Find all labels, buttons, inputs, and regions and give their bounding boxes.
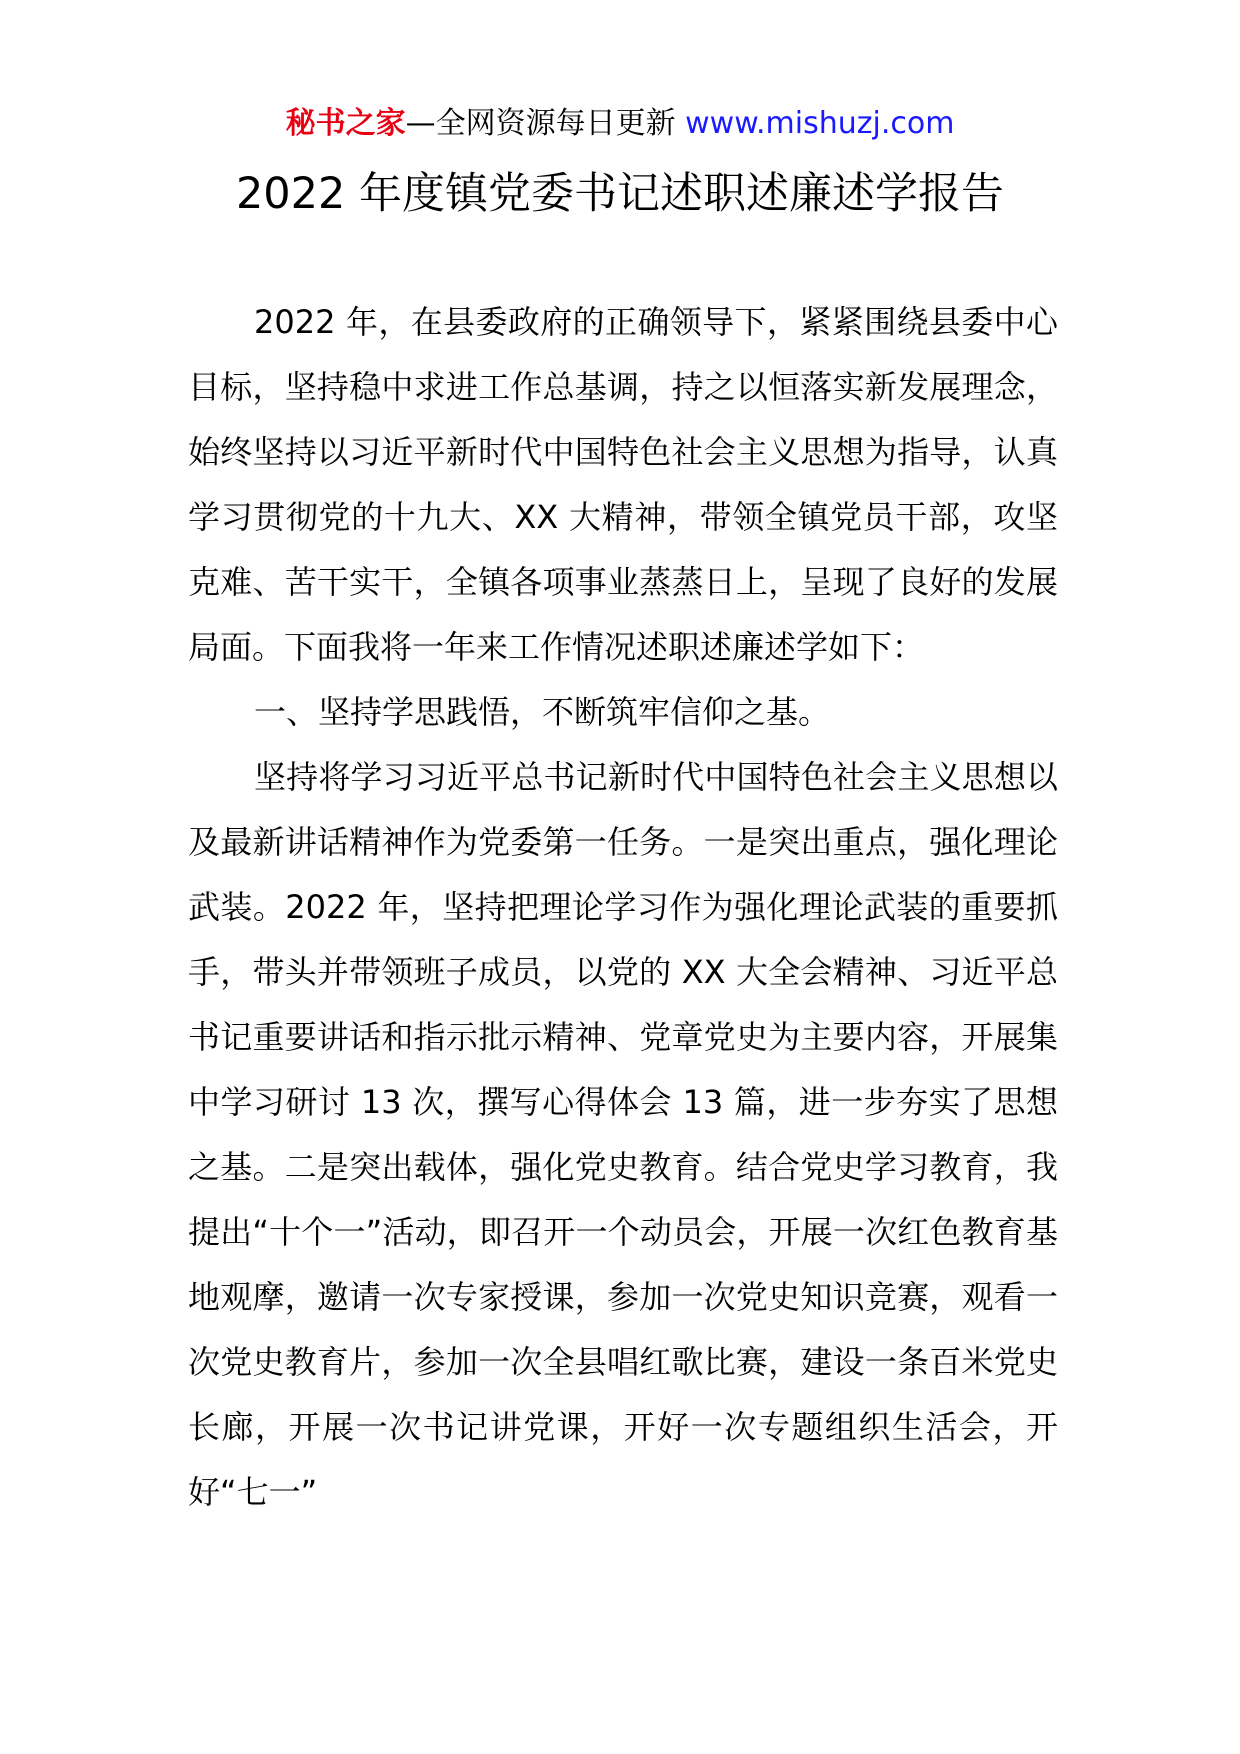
site-header (0, 100, 1240, 148)
paragraph-section-1: 坚持将学习习近平总书记新时代中国特色社会主义思想以及最新讲话精神作为党委第一任务。一是突出重点，强化理论武装。2022 年，坚持把理论学习作为强化理论武装的重要抓手，带头并带领班子成员，以党的 XX 大全会精神、习近平总书记重要讲话和指示批示精神、党章党史为主要内容，开展集中学习研讨 13 次，撰写心得体会 13 篇，进一步夯实了思想之基。二是突出载体，强化党史教育。结合党史学习教育，我提出“十个一”活动，即召开一个动员会，开展一次红色教育基地观摩，邀请一次专家授课，参加一次党史知识竞赛，观看一次党史教育片，参加一次全县唱红歌比赛，建设一条百米党史长廊，开展一次书记讲党课，开好一次专题组织生活会，开好“七一” (188, 758, 1058, 1511)
paragraph-intro: 2022 年，在县委政府的正确领导下，紧紧围绕县委中心目标，坚持稳中求进工作总基调，持之以恒落实新发展理念，始终坚持以习近平新时代中国特色社会主义思想为指导，认真学习贯彻党的十九大、XX 大精神，带领全镇党员干部，攻坚克难、苦干实干，全镇各项事业蒸蒸日上，呈现了良好的发展局面。下面我将一年来工作情况述职述廉述学如下： (188, 303, 1058, 666)
site-url-link[interactable]: www.mishuzj.com (685, 106, 955, 141)
document-title: 2022 年度镇党委书记述职述廉述学报告 (235, 169, 1005, 219)
document-body (188, 290, 1058, 1525)
site-tagline: —全网资源每日更新 (405, 106, 676, 141)
section-heading-1: 一、坚持学思践悟，不断筑牢信仰之基。 (254, 693, 831, 731)
site-brand: 秘书之家 (285, 106, 406, 141)
